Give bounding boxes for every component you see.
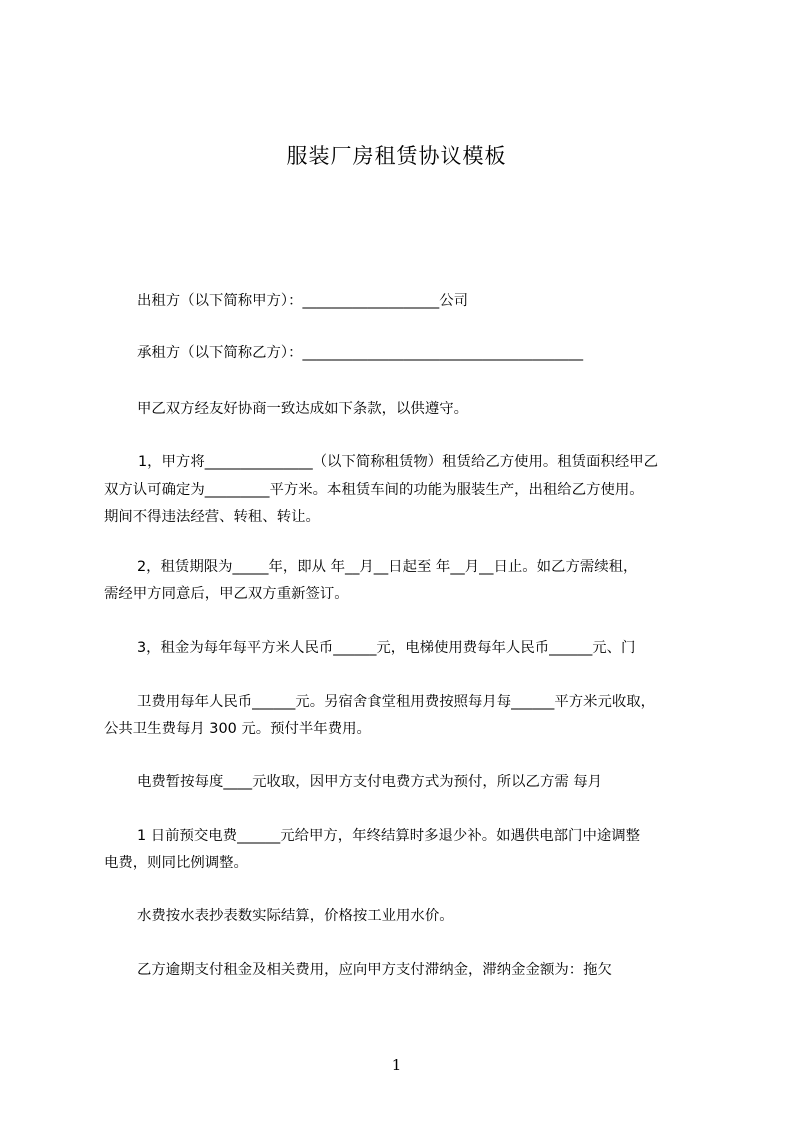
clause-2-line-2: 需经甲方同意后，甲乙双方重新签订。 — [104, 586, 349, 602]
electricity-line-1: 电费暂按每度____元收取，因甲方支付电费方式为预付，所以乙方需 每月 — [137, 774, 603, 790]
water-line: 水费按水表抄表数实际结算，价格按工业用水价。 — [137, 908, 454, 924]
electricity-line-2: 1 日前预交电费______元给甲方，年终结算时多退少补。如遇供电部门中途调整 — [137, 828, 641, 844]
clause-3-line-2: 卫费用每年人民币______元。另宿舍食堂租用费按照每月每______平方米元收取， — [137, 694, 656, 710]
clause-2-line-1: 2，租赁期限为_____年，即从 年__月__日起至 年__月__日止。如乙方需续租， — [137, 559, 638, 575]
electricity-line-3: 电费，则同比例调整。 — [104, 855, 248, 871]
document-title: 服装厂房租赁协议模板 — [286, 144, 507, 168]
lessee-line: 承租方（以下简称乙方）：_______________________________________ — [137, 345, 584, 361]
lessor-line: 出租方（以下简称甲方）：___________________公司 — [137, 293, 468, 309]
clause-1-line-1: 1，甲方将_______________（以下简称租赁物）租赁给乙方使用。租赁面积经甲乙 — [138, 454, 659, 470]
clause-1-line-3: 期间不得违法经营、转租、转让。 — [104, 509, 320, 525]
clause-3-line-3: 公共卫生费每月 300 元。预付半年费用。 — [104, 721, 371, 737]
clause-3-line-1: 3，租金为每年每平方米人民币______元，电梯使用费每年人民币______元、门 — [137, 640, 636, 656]
clause-1-line-2: 双方认可确定为_________平方米。本租赁车间的功能为服装生产，出租给乙方使用。 — [104, 482, 644, 498]
page-number: 1 — [391, 1056, 402, 1074]
late-fee-line: 乙方逾期支付租金及相关费用，应向甲方支付滞纳金，滞纳金金额为：拖欠 — [137, 962, 612, 978]
agreement-intro-line: 甲乙双方经友好协商一致达成如下条款，以供遵守。 — [137, 401, 468, 417]
